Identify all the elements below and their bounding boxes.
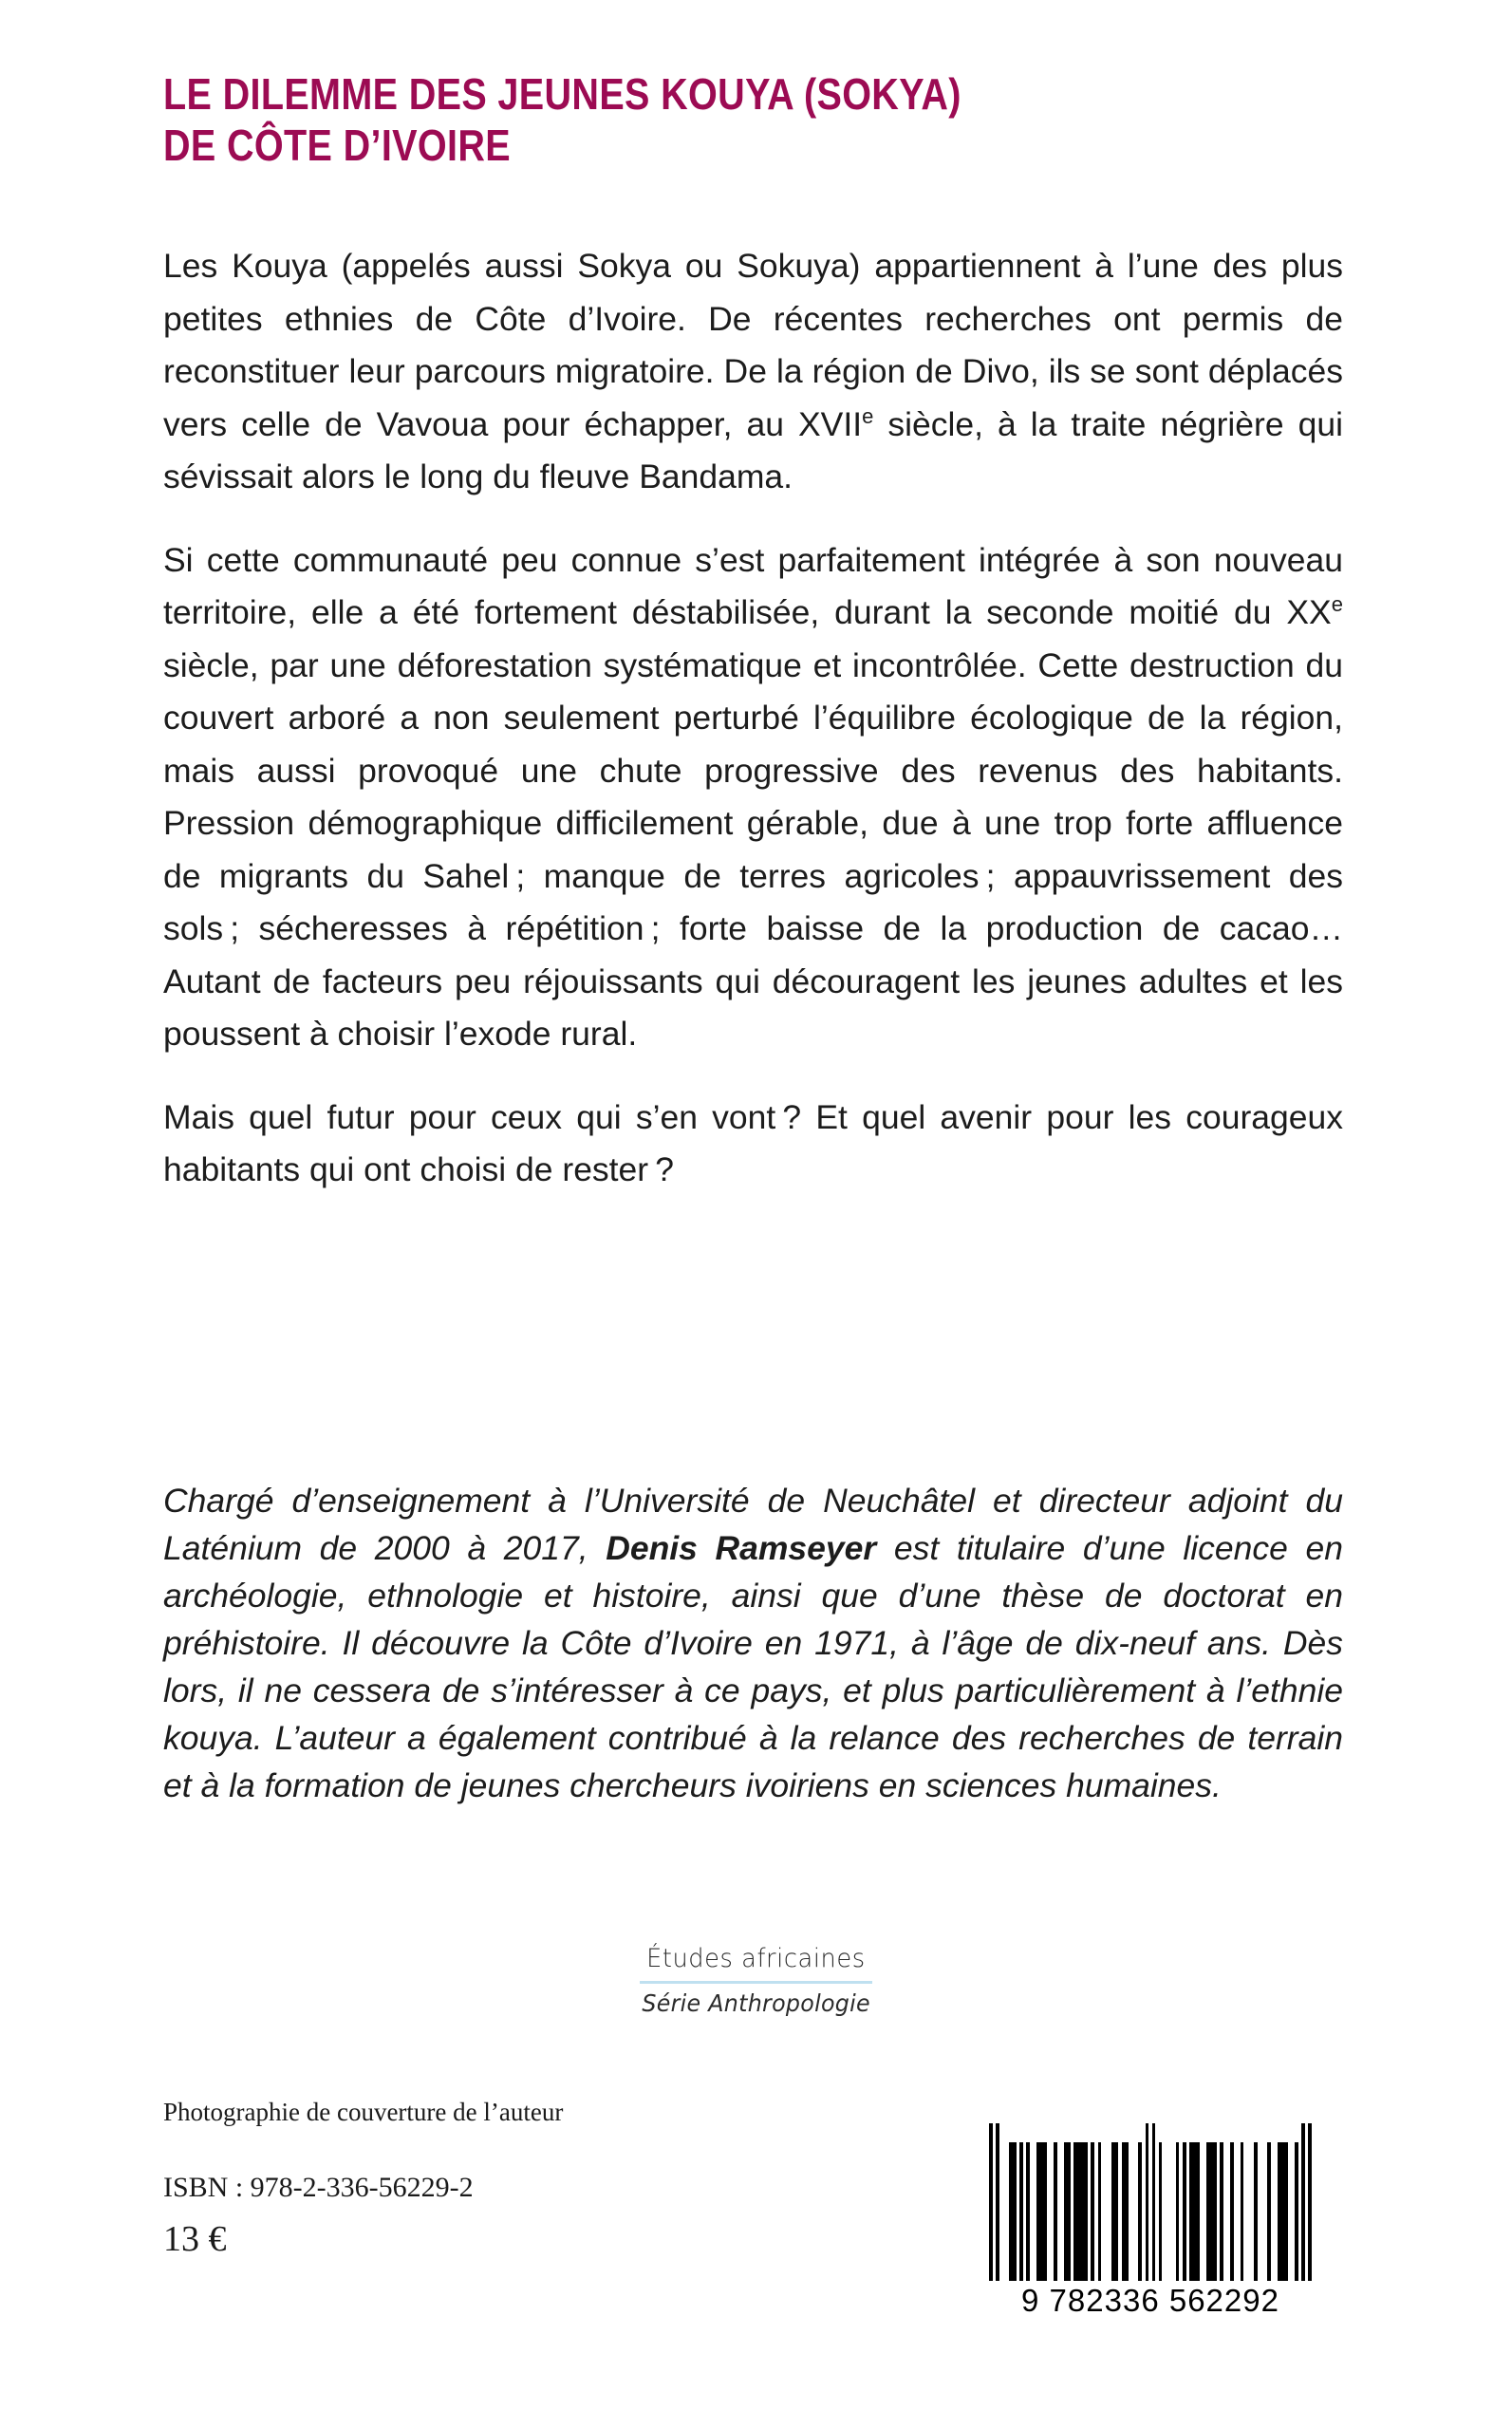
author-biography: [163, 1477, 1343, 1809]
blurb-paragraph-1-superscript: e: [862, 403, 874, 428]
collection-mark: [0, 1944, 1512, 2017]
book-title-line-1: LE DILEMME DES JEUNES KOUYA (SOKYA): [163, 69, 961, 119]
price-text: 13 €: [163, 2219, 227, 2259]
collection-series: Série Anthropologie: [642, 1989, 870, 2017]
collection-name: Études africaines: [646, 1944, 866, 1973]
barcode-bars: [989, 2123, 1312, 2281]
blurb-paragraph-2-part-1: Si cette communauté peu connue s’est parfaitement intégrée à son nouveau territoire, elle a été fortement déstabilisée, durant la seconde moitié du XX: [163, 540, 1343, 631]
author-name: Denis Ramseyer: [606, 1529, 877, 1567]
barcode-box: [989, 2123, 1312, 2319]
cover-photo-credit: Photographie de couverture de l’auteur: [163, 2098, 564, 2126]
author-bio-part-1: Chargé d’enseignement à l’Université de Neuchâtel et directeur adjoint du Laténium de 2000 à 2017,: [163, 1482, 1343, 1567]
barcode: [989, 2123, 1312, 2319]
blurb-paragraph-1-part-2: siècle, à la traite négrière qui sévissait alors le long du fleuve Bandama.: [163, 404, 1343, 495]
blurb-paragraph-2-superscript: e: [1331, 592, 1343, 617]
blurb-paragraph-2: [163, 534, 1343, 1061]
footer-block: [163, 2096, 885, 2261]
author-biography-text: [163, 1477, 1343, 1809]
blurb-text: [163, 240, 1343, 1197]
collection-divider: [640, 1981, 872, 1984]
blurb-paragraph-2-part-2: siècle, par une déforestation systématique et incontrôlée. Cette destruction du couvert arboré a non seulement perturbé l’équilibre écologique de la région, mais aussi provoqué une chute progressive des revenus des habitants. Pression démographique difficilement gérable, due à une trop forte affluence de migrants du Sahel ; manque de terres agricoles ; appauvrissement des sols ; sécheresses à répétition ; forte baisse de la production de cacao… Autant de facteurs peu réjouissants qui découragent les jeunes adultes et les poussent à choisir l’exode rural.: [163, 645, 1343, 1053]
author-bio-part-2: est titulaire d’une licence en archéologie, ethnologie et histoire, ainsi que d’une thèse de doctorat en préhistoire. Il découvre la Côte d’Ivoire en 1971, à l’âge de dix-neuf ans. Dès lors, il ne cessera de s’intéresser à ce pays, et plus particulièrement à l’ethnie kouya. L’auteur a également contribué à la relance des recherches de terrain et à la formation de jeunes chercheurs ivoiriens en sciences humaines.: [163, 1529, 1343, 1804]
blurb-paragraph-1: [163, 240, 1343, 504]
book-title-line-2: DE CÔTE D’IVOIRE: [163, 121, 511, 170]
barcode-digits: 9 782336 562292: [1021, 2283, 1279, 2318]
book-title: [163, 68, 1245, 171]
isbn-text: ISBN : 978-2-336-56229-2: [163, 2172, 474, 2203]
blurb-paragraph-1-part-1: Les Kouya (appelés aussi Sokya ou Sokuya) appartiennent à l’une des plus petites ethnies de Côte d’Ivoire. De récentes recherches ont permis de reconstituer leur parcours migratoire. De la région de Divo, ils se sont déplacés vers celle de Vavoua pour échapper, au XVII: [163, 247, 1343, 443]
blurb-paragraph-3: Mais quel futur pour ceux qui s’en vont ? Et quel avenir pour les courageux habitants qui ont choisi de rester ?: [163, 1097, 1343, 1188]
